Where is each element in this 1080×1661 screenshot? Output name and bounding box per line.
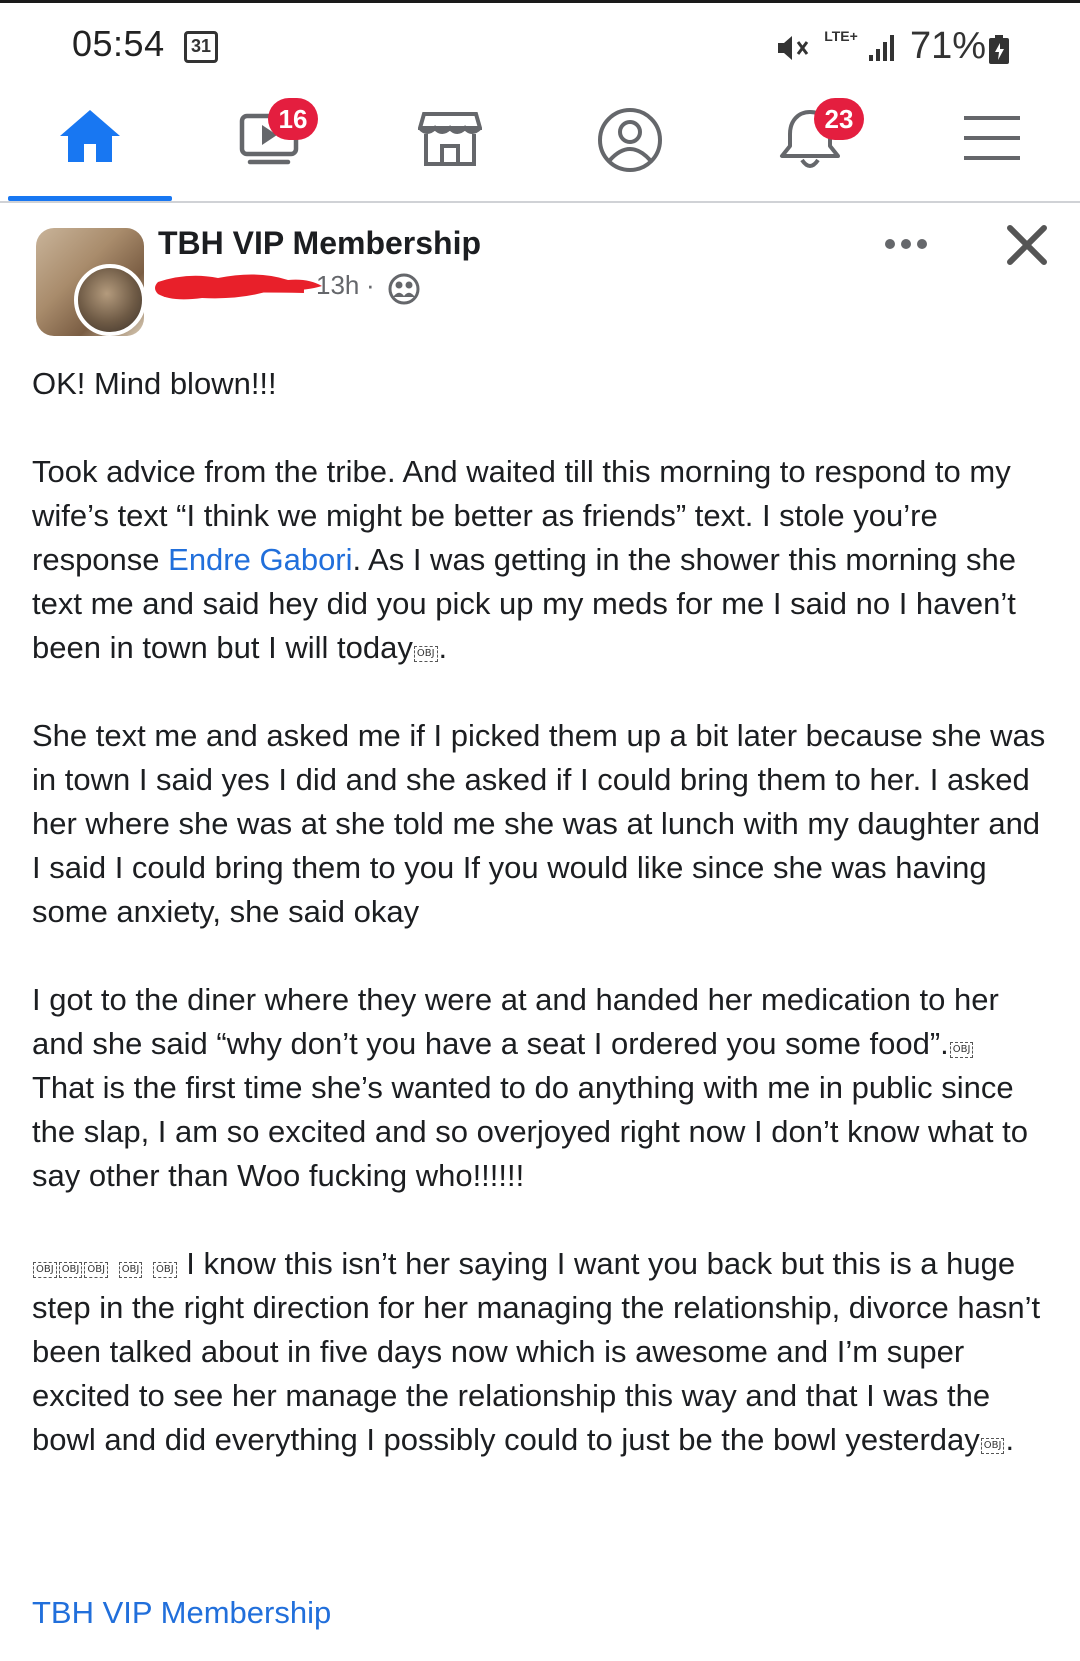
- top-nav: [0, 90, 1080, 200]
- obj-placeholder-icon: OBJ: [33, 1262, 57, 1278]
- nav-notifications[interactable]: [750, 90, 870, 200]
- nav-profile[interactable]: [568, 90, 688, 200]
- mention-link[interactable]: Endre Gabori: [168, 542, 353, 577]
- home-icon: [58, 106, 122, 170]
- paragraph-4a-text: I got to the diner where they were at and handed her medication to her and she said “why don’t you have a seat I ordered you some food”.: [32, 982, 999, 1061]
- mute-icon: [776, 33, 810, 63]
- post-text: [32, 362, 1052, 1462]
- notifications-badge: 23: [814, 98, 864, 140]
- paragraph-2: [32, 450, 1052, 670]
- network-indicator: LTE+: [824, 28, 858, 44]
- signal-icon: [868, 33, 898, 63]
- close-icon[interactable]: [1004, 222, 1050, 268]
- paragraph-5: [32, 1242, 1052, 1462]
- nav-home[interactable]: [30, 90, 150, 200]
- obj-placeholder-icon: OBJ: [414, 646, 438, 662]
- post-header: [0, 210, 1080, 340]
- nav-watch[interactable]: [210, 90, 330, 200]
- marketplace-icon: [418, 106, 482, 170]
- author-avatar[interactable]: [74, 264, 146, 336]
- post-time[interactable]: 13h: [316, 270, 360, 300]
- status-bar: [0, 3, 1080, 83]
- calendar-icon: [184, 31, 218, 63]
- nav-marketplace[interactable]: [390, 90, 510, 200]
- paragraph-4b: That is the first time she’s wanted to do anything with me in public since the slap, I am so excited and so overjoyed right now I don’t know what to say other than Woo fucking who!!!!!!: [32, 1070, 1028, 1193]
- profile-icon: [596, 106, 664, 174]
- group-footer-link[interactable]: TBH VIP Membership: [32, 1595, 332, 1630]
- obj-placeholder-icon: OBJ: [153, 1262, 177, 1278]
- paragraph-1: OK! Mind blown!!!: [32, 366, 277, 401]
- more-options-icon[interactable]: [880, 226, 932, 262]
- paragraph-5-end: .: [1005, 1422, 1015, 1457]
- obj-placeholder-icon: OBJ: [981, 1438, 1005, 1454]
- paragraph-5-text: I know this isn’t her saying I want you back but this is a huge step in the right direction for her managing the relationship, divorce hasn’t been talked about in five days now which is awesome and I’m super excited to see her manage the relationship this way and that I was the bowl and did everything I possibly could to just be the bowl yesterday: [32, 1246, 1041, 1457]
- meta-separator: ·: [366, 270, 375, 300]
- obj-placeholder-icon: OBJ: [84, 1262, 108, 1278]
- obj-placeholder-icon: OBJ: [119, 1262, 143, 1278]
- paragraph-3: She text me and asked me if I picked them up a bit later because she was in town I said yes I did and she asked if I could bring them to her. I asked her where she was at she told me she was at lunch with my daughter and I said I could bring them to you If you would like since she was having some anxiety, she said okay: [32, 718, 1046, 929]
- paragraph-2-text-a: Took advice from the tribe. And waited till this morning to respond to my wife’s text “I think we might be better as friends” text. I stole you’re response: [32, 454, 1011, 577]
- calendar-day: 31: [190, 36, 212, 56]
- paragraph-2-text-b: . As I was getting in the shower this morning she text me and said hey did you pick up my meds for me I said no I haven’t been in town but I will today: [32, 542, 1016, 665]
- nav-divider: [0, 201, 1080, 203]
- status-time: 05:54: [72, 23, 165, 64]
- nav-menu[interactable]: [932, 90, 1052, 200]
- hamburger-icon: [960, 106, 1024, 170]
- group-name[interactable]: TBH VIP Membership: [158, 225, 482, 261]
- paragraph-2-text-c: .: [438, 630, 448, 665]
- battery-icon: [988, 35, 1010, 65]
- group-privacy-icon: [388, 273, 420, 305]
- obj-placeholder-icon: OBJ: [950, 1042, 974, 1058]
- watch-badge: 16: [268, 98, 318, 140]
- redacted-author-name: [154, 268, 324, 304]
- paragraph-4a: [32, 978, 1052, 1066]
- obj-placeholder-icon: OBJ: [59, 1262, 83, 1278]
- battery-percent: 71%: [910, 25, 987, 67]
